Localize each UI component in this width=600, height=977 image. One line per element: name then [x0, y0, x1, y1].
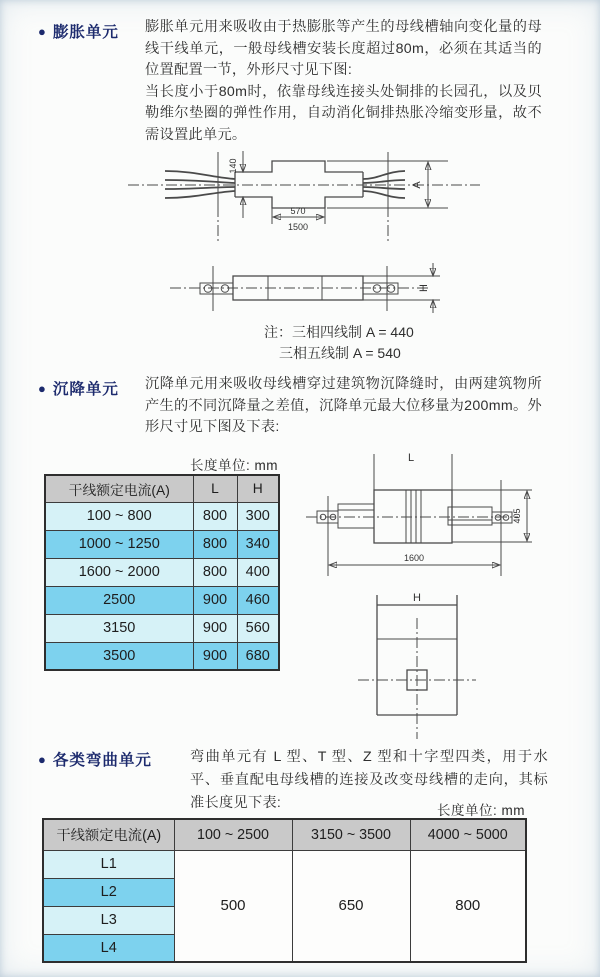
table-row [45, 614, 279, 642]
section-title-expansion: 膨胀单元 [52, 24, 119, 41]
dim-label-A: A [411, 181, 423, 189]
column-header: L [193, 475, 237, 502]
table-cell: 340 [237, 530, 279, 558]
table-cell: 1600 ~ 2000 [45, 558, 193, 586]
bullet-icon: ● [38, 380, 46, 396]
row-label-cell: L3 [43, 906, 174, 934]
table-row [43, 850, 526, 878]
note-line-1: 注：三相四线制 A = 440 [264, 324, 414, 340]
section-title-bend: 各类弯曲单元 [52, 752, 152, 769]
bullet-icon: ● [38, 23, 46, 39]
note-prefix: 注： [264, 324, 292, 340]
unit-label-bend: 长度单位: mm [437, 803, 525, 818]
dim-label-L: L [407, 452, 415, 464]
table-row [45, 586, 279, 614]
expansion-top-drawing [120, 146, 520, 250]
dim-label-570: 570 [290, 206, 306, 216]
table-cell: 100 ~ 800 [45, 502, 193, 530]
table-cell: 460 [237, 586, 279, 614]
column-header: 4000 ~ 5000 [410, 819, 526, 850]
table-cell: 1000 ~ 1250 [45, 530, 193, 558]
table-cell: 560 [237, 614, 279, 642]
bend-table [42, 818, 527, 963]
bullet-icon: ● [38, 751, 46, 767]
table-cell: 2500 [45, 586, 193, 614]
expansion-paragraph-1: 膨胀单元用来吸收由于热膨胀等产生的母线槽轴向变化量的母线干线单元，一般母线槽安装长度超过80m，必须在其适当的位置配置一节，外形尺寸见下图: [145, 19, 542, 79]
settlement-section-drawing [330, 582, 560, 742]
row-label-cell: L4 [43, 934, 174, 962]
table-cell: 900 [193, 586, 237, 614]
unit-label-settlement: 长度单位: mm [190, 458, 278, 473]
row-label-cell: L2 [43, 878, 174, 906]
table-cell: 3500 [45, 642, 193, 670]
column-header: H [237, 475, 279, 502]
dim-label-1600: 1600 [403, 553, 425, 563]
value-cell: 650 [292, 850, 410, 962]
value-cell: 500 [174, 850, 292, 962]
section-expansion-heading [38, 20, 119, 42]
table-cell: 900 [193, 642, 237, 670]
column-header: 100 ~ 2500 [174, 819, 292, 850]
table-cell: 400 [237, 558, 279, 586]
column-header: 3150 ~ 3500 [292, 819, 410, 850]
dim-label-1500: 1500 [287, 222, 309, 232]
table-cell: 3150 [45, 614, 193, 642]
bend-paragraph-1: 弯曲单元有 L 型、T 型、Z 型和十字型四类，用于水平、垂直配电母线槽的连接及改变母线槽的走向，其标准长度见下表: [190, 749, 548, 811]
section-settlement-heading [38, 377, 119, 399]
table-cell: 680 [237, 642, 279, 670]
table-cell: 900 [193, 614, 237, 642]
dim-label-405: 405 [512, 508, 522, 524]
drawing-note [264, 322, 414, 364]
dim-label-H-section: H [413, 592, 421, 604]
note-line-2: 三相五线制 A = 540 [279, 345, 401, 361]
table-cell: 800 [193, 502, 237, 530]
table-row [45, 502, 279, 530]
table-cell: 800 [193, 558, 237, 586]
table-row [45, 642, 279, 670]
table-cell: 300 [237, 502, 279, 530]
section-bend-heading [38, 748, 152, 770]
column-header: 干线额定电流(A) [43, 819, 174, 850]
table-header-row [43, 819, 526, 850]
settlement-paragraph-1: 沉降单元用来吸收母线槽穿过建筑物沉降缝时，由两建筑物所产生的不同沉降量之差值，沉降单元最大位移量为200mm。外形尺寸见下图及下表: [145, 376, 542, 436]
expansion-paragraph-2: 当长度小于80m时，依靠母线连接头处铜排的长园孔，以及贝勒维尔垫圈的弹性作用，自动消化铜排热胀冷缩变形量，故不需设置此单元。 [145, 83, 542, 143]
column-header: 干线额定电流(A) [45, 475, 193, 502]
value-cell: 800 [410, 850, 526, 962]
dim-label-H-side: H [418, 284, 430, 292]
settlement-table [44, 474, 280, 671]
expansion-body [145, 17, 542, 147]
expansion-side-drawing [130, 256, 530, 326]
table-cell: 800 [193, 530, 237, 558]
table-row [45, 530, 279, 558]
table-header-row [45, 475, 279, 502]
settlement-front-drawing [300, 440, 590, 590]
row-label-cell: L1 [43, 850, 174, 878]
table-row [45, 558, 279, 586]
settlement-body [145, 374, 542, 439]
section-title-settlement: 沉降单元 [52, 381, 119, 398]
dim-label-140: 140 [228, 158, 238, 174]
